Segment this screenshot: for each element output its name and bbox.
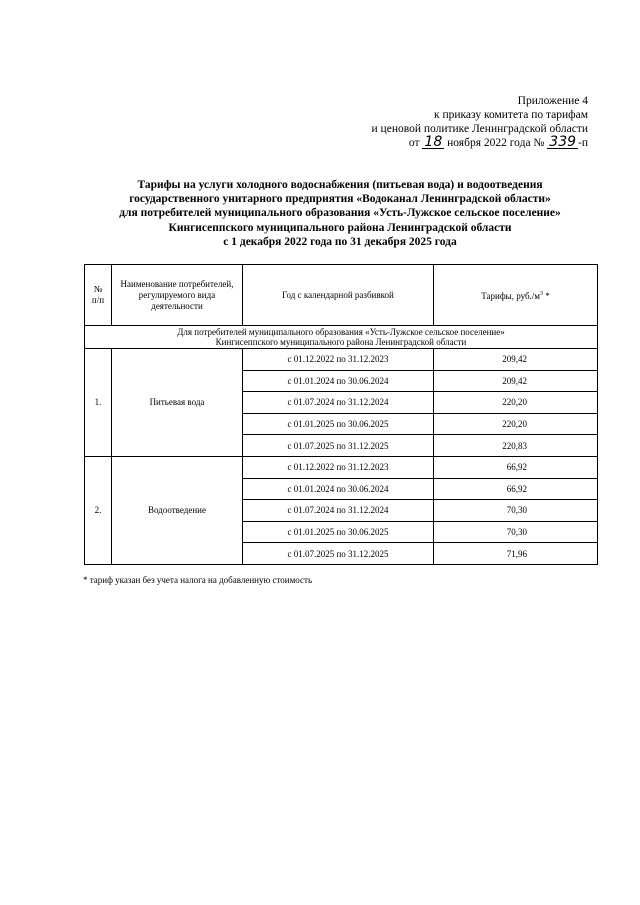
order-day-handwritten: 18 bbox=[424, 134, 443, 150]
order-prefix: от bbox=[408, 137, 420, 149]
appendix-line-2: к приказу комитета по тарифам bbox=[434, 109, 588, 121]
header-tariff-sup: 3 bbox=[540, 290, 543, 297]
section-line-1: Для потребителей муниципального образования «Усть-Лужское сельское поселение» bbox=[177, 327, 505, 337]
footnote: * тариф указан без учета налога на добавленную стоимость bbox=[83, 575, 313, 585]
group-1-num: 1. bbox=[85, 349, 112, 457]
title-line-1: Тарифы на услуги холодного водоснабжения (питьевая вода) и водоотведения bbox=[137, 179, 543, 191]
period-cell: с 01.07.2025 по 31.12.2025 bbox=[243, 543, 434, 565]
period-cell: с 01.01.2025 по 30.06.2025 bbox=[243, 521, 434, 543]
order-middle: ноября 2022 года № bbox=[447, 137, 545, 149]
period-cell: с 01.12.2022 по 31.12.2023 bbox=[243, 456, 434, 478]
tariff-value: 220,20 bbox=[434, 413, 598, 435]
tariff-value: 66,92 bbox=[434, 456, 598, 478]
header-name: Наименование потребителей, регулируемого вида деятельности bbox=[112, 265, 243, 326]
period-cell: с 01.01.2025 по 30.06.2025 bbox=[243, 413, 434, 435]
title-line-2: государственного унитарного предприятия «Водоканал Ленинградской области» bbox=[129, 193, 551, 206]
title-line-4: Кингисеппского муниципального района Ленинградской области bbox=[168, 221, 512, 234]
section-caption bbox=[85, 326, 598, 349]
period-cell: с 01.12.2022 по 31.12.2023 bbox=[243, 349, 434, 371]
appendix-line-3: и ценовой политике Ленинградской области bbox=[371, 123, 588, 135]
period-cell: с 01.07.2024 по 31.12.2024 bbox=[243, 392, 434, 414]
tariff-value: 70,30 bbox=[434, 521, 598, 543]
order-suffix: -п bbox=[578, 137, 588, 149]
period-cell: с 01.01.2024 по 30.06.2024 bbox=[243, 478, 434, 500]
period-cell: с 01.01.2024 по 30.06.2024 bbox=[243, 370, 434, 392]
group-2-num: 2. bbox=[85, 456, 112, 564]
appendix-block bbox=[348, 94, 588, 150]
group-1-name: Питьевая вода bbox=[112, 349, 243, 457]
title-line-3: для потребителей муниципального образования «Усть-Лужское сельское поселение» bbox=[119, 207, 561, 220]
tariffs-table bbox=[84, 264, 598, 565]
table-row bbox=[85, 456, 598, 478]
order-number-handwritten: 339 bbox=[549, 134, 577, 150]
tariff-value: 220,20 bbox=[434, 392, 598, 414]
table-header-row bbox=[85, 265, 598, 326]
section-row bbox=[85, 326, 598, 349]
tariff-value: 220,83 bbox=[434, 435, 598, 457]
header-period: Год с календарной разбивкой bbox=[243, 265, 434, 326]
table-row bbox=[85, 349, 598, 371]
order-reference bbox=[348, 136, 588, 150]
header-num: № п/п bbox=[85, 265, 112, 326]
header-tariff-star: * bbox=[545, 290, 550, 301]
period-cell: с 01.07.2024 по 31.12.2024 bbox=[243, 500, 434, 522]
header-tariff bbox=[434, 265, 598, 326]
document-title bbox=[60, 178, 620, 249]
tariff-value: 70,30 bbox=[434, 500, 598, 522]
title-line-5: с 1 декабря 2022 года по 31 декабря 2025 года bbox=[223, 235, 457, 248]
tariff-value: 66,92 bbox=[434, 478, 598, 500]
tariff-value: 209,42 bbox=[434, 349, 598, 371]
period-cell: с 01.07.2025 по 31.12.2025 bbox=[243, 435, 434, 457]
appendix-title: Приложение 4 bbox=[517, 95, 588, 107]
group-2-name: Водоотведение bbox=[112, 456, 243, 564]
tariff-value: 209,42 bbox=[434, 370, 598, 392]
header-tariff-text: Тарифы, руб./м bbox=[481, 290, 540, 301]
section-line-2: Кингисеппского муниципального района Ленинградской области bbox=[215, 337, 467, 347]
tariff-value: 71,96 bbox=[434, 543, 598, 565]
